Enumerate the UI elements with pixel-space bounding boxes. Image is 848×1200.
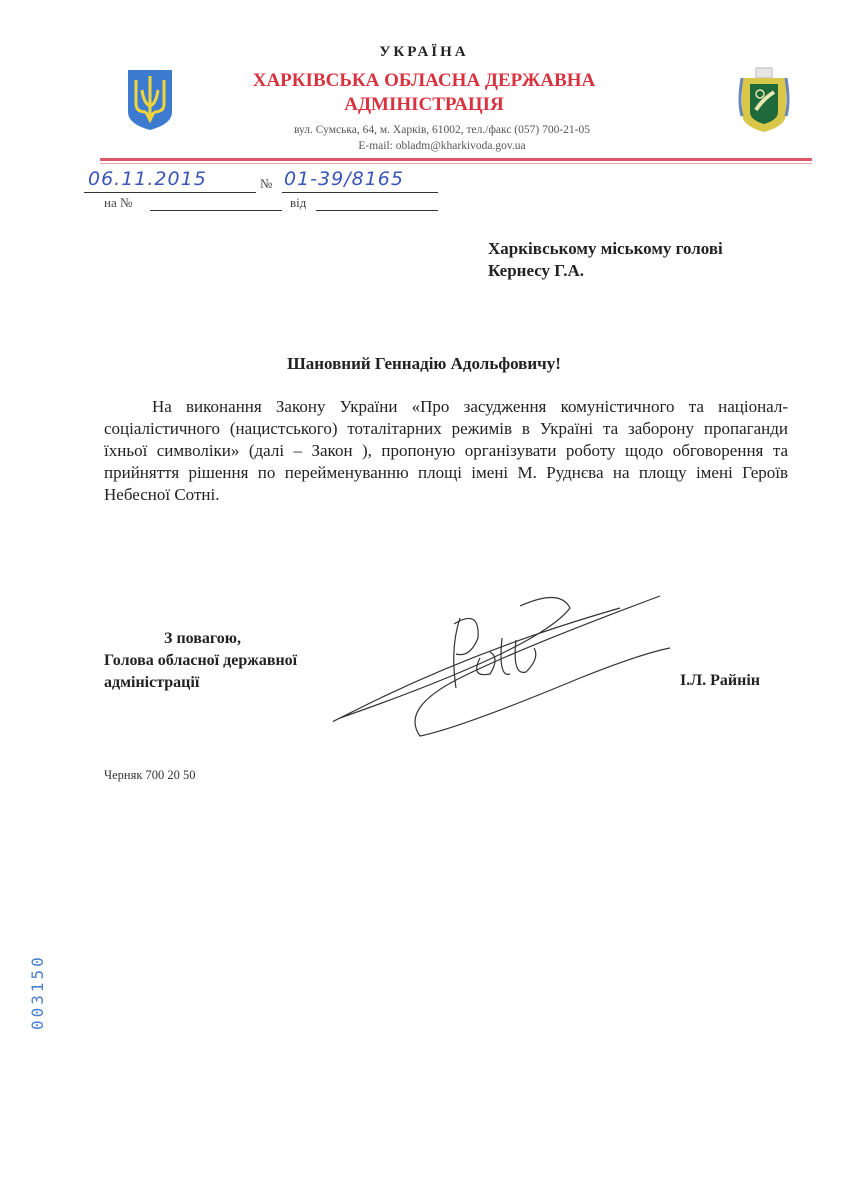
signatory-title-line1: Голова обласної державної <box>104 652 298 669</box>
letter-body <box>104 396 788 506</box>
number-label: № <box>260 176 273 191</box>
from-field <box>316 196 438 211</box>
header-divider <box>100 158 812 161</box>
closing-block <box>104 628 297 694</box>
reply-to-label: на № <box>104 195 133 210</box>
reply-to-field <box>150 196 282 211</box>
organization-name-line1: ХАРКІВСЬКА ОБЛАСНА ДЕРЖАВНА <box>252 70 596 91</box>
organization-address: вул. Сумська, 64, м. Харків, 61002, тел./факс (057) 700-21-05 <box>293 124 590 136</box>
signatory-name: І.Л. Райнін <box>680 672 761 689</box>
signatory-title-line2: адміністрації <box>104 674 200 691</box>
organization-name-line2: АДМІНІСТРАЦІЯ <box>344 94 504 115</box>
outgoing-date: 06.11.2015 <box>88 168 207 190</box>
executor-contact: Черняк 700 20 50 <box>104 768 196 782</box>
addressee-title: Харківському міському голові <box>488 239 723 258</box>
header-divider-thin <box>100 163 812 164</box>
country-title: УКРАЇНА <box>379 44 469 60</box>
addressee-name: Кернесу Г.А. <box>488 261 584 280</box>
closing-regards: З повагою, <box>164 630 241 647</box>
outgoing-number: 01-39/8165 <box>284 168 404 190</box>
handwritten-signature <box>320 588 700 748</box>
registration-stamp-number: 003150 <box>28 954 47 1030</box>
from-label: від <box>290 195 307 210</box>
organization-email: E-mail: obladm@kharkivoda.gov.ua <box>358 140 526 152</box>
addressee <box>488 238 723 282</box>
salutation: Шановний Геннадію Адольфовичу! <box>287 354 561 373</box>
body-paragraph: На виконання Закону України «Про засудження комуністичного та націонал-соціалістичного (нацистського) тоталітарних режимів в Україні та заборону пропаганди їхньої символіки» (далі – Закон ), пропоную організувати роботу щодо обговорення та прийняття рішення по перейменуванню площі імені М. Руднєва на площу імені Героїв Небесної Сотні. <box>104 397 788 504</box>
number-field <box>282 168 438 193</box>
date-field <box>84 168 256 193</box>
